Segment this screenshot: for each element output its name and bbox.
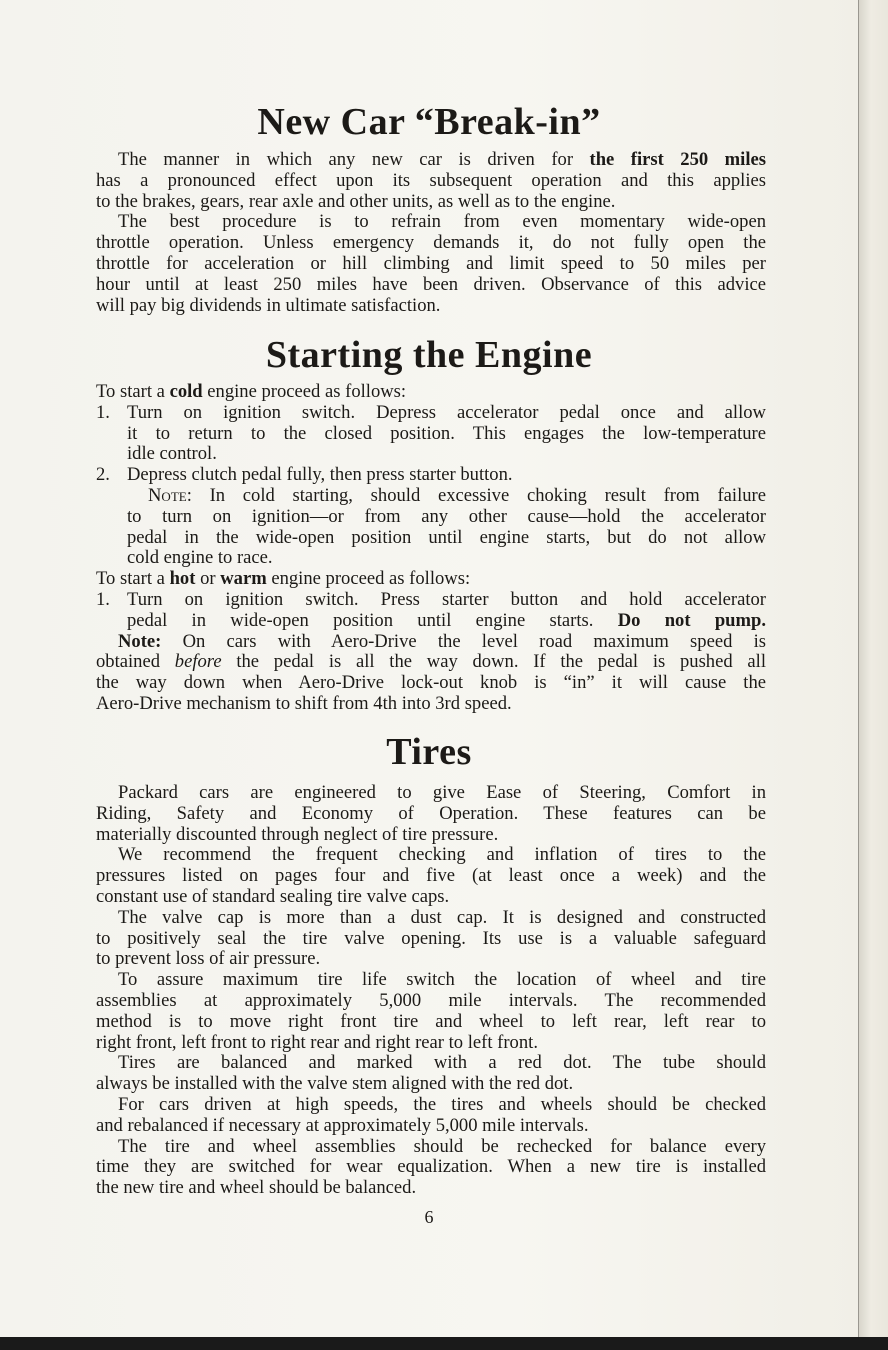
text-line: [96, 1157, 766, 1178]
text-line: [96, 1095, 766, 1116]
text-line: [96, 254, 766, 275]
text-segment: The tire and wheel assemblies should be rechecked for balance every: [118, 1135, 766, 1157]
text-segment: engine proceed as follows:: [266, 568, 471, 590]
text-line: [96, 887, 766, 908]
text-segment: We recommend the frequent checking and inflation of tires to the: [118, 844, 766, 866]
text-line: [96, 590, 766, 611]
text-line: [96, 929, 766, 950]
bold-text: Note:: [118, 630, 162, 652]
text-segment: the new tire and wheel should be balanced.: [96, 1177, 417, 1199]
text-segment: Riding, Safety and Economy of Operation. These features can be: [96, 802, 766, 824]
text-line: [96, 382, 766, 403]
text-line: [96, 825, 766, 846]
text-line: [96, 171, 766, 192]
text-line: [96, 632, 766, 653]
text-line: [96, 275, 766, 296]
text-segment: To assure maximum tire life switch the location of wheel and tire: [118, 969, 766, 991]
text-segment: has a pronounced effect upon its subsequent operation and this applies: [96, 169, 766, 191]
bold-text: warm: [220, 568, 267, 590]
text-segment: it to return to the closed position. This engages the low-temperature: [127, 422, 766, 444]
text-segment: Turn on ignition switch. Press starter button and hold accelerator: [127, 588, 766, 610]
text-line: [96, 1012, 766, 1033]
text-line: [96, 908, 766, 929]
text-segment: cold engine to race.: [127, 547, 273, 569]
text-segment: hour until at least 250 miles have been driven. Observance of this advice: [96, 273, 766, 295]
text-line: [96, 528, 766, 549]
text-segment: constant use of standard sealing tire valve caps.: [96, 885, 450, 907]
text-line: [96, 424, 766, 445]
list-number: 1.: [96, 401, 110, 423]
section-starting-engine: [96, 382, 766, 715]
text-segment: idle control.: [127, 443, 217, 465]
text-line: [96, 1116, 766, 1137]
text-segment: before: [174, 651, 222, 673]
text-line: [96, 970, 766, 991]
text-line: [96, 804, 766, 825]
text-segment: Packard cars are engineered to give Ease of Steering, Comfort in: [118, 782, 766, 803]
text-line: [96, 611, 766, 632]
bold-text: the first 250 miles: [589, 149, 766, 170]
text-line: [96, 465, 766, 486]
text-segment: Note: [148, 484, 187, 506]
text-line: [96, 652, 766, 673]
text-segment: Depress clutch pedal fully, then press starter button.: [127, 464, 513, 486]
text-segment: time they are switched for wear equalization. When a new tire is installed: [96, 1156, 766, 1178]
text-line: [96, 233, 766, 254]
text-segment: engine proceed as follows:: [202, 381, 407, 402]
text-segment: To start a: [96, 381, 170, 402]
text-segment: pedal in wide-open position until engine starts.: [127, 609, 618, 631]
list-number: 2.: [96, 464, 110, 486]
text-segment: method is to move right front tire and wheel to left rear, left rear to: [96, 1010, 766, 1032]
text-line: [96, 1033, 766, 1054]
text-line: [96, 866, 766, 887]
text-line: [96, 1053, 766, 1074]
text-line: [96, 694, 766, 715]
text-segment: assemblies at approximately 5,000 mile intervals. The recommended: [96, 989, 766, 1011]
text-segment: The manner in which any new car is driven for: [118, 149, 590, 170]
text-segment: throttle operation. Unless emergency demands it, do not fully open the: [96, 232, 766, 254]
text-line: [96, 548, 766, 569]
text-line: [96, 949, 766, 970]
text-segment: Turn on ignition switch. Depress accelerator pedal once and allow: [127, 401, 766, 423]
text-segment: to positively seal the tire valve opening. Its use is a valuable safeguard: [96, 927, 766, 949]
text-line: [96, 296, 766, 317]
text-segment: to prevent loss of air pressure.: [96, 948, 321, 970]
text-line: [96, 486, 766, 507]
text-segment: Tires are balanced and marked with a red dot. The tube should: [118, 1052, 766, 1074]
heading-tires: Tires: [386, 731, 472, 773]
text-segment: always be installed with the valve stem aligned with the red dot.: [96, 1073, 574, 1095]
text-line: [96, 1074, 766, 1095]
text-segment: and rebalanced if necessary at approximately 5,000 mile intervals.: [96, 1114, 589, 1136]
text-line: [96, 673, 766, 694]
text-line: [96, 783, 766, 804]
text-line: [96, 991, 766, 1012]
bold-text: hot: [169, 568, 196, 590]
text-segment: or: [195, 568, 221, 590]
text-segment: right front, left front to right rear and right rear to left front.: [96, 1031, 538, 1053]
text-segment: pedal in the wide-open position until engine starts, but do not allow: [127, 526, 766, 548]
list-number: 1.: [96, 588, 110, 610]
text-segment: pressures listed on pages four and five (at least once a week) and the: [96, 865, 766, 887]
text-segment: throttle for acceleration or hill climbing and limit speed to 50 miles per: [96, 252, 766, 274]
page-edge: [858, 0, 888, 1337]
heading-break-in: New Car “Break-in”: [257, 101, 601, 143]
heading-starting-engine: Starting the Engine: [265, 334, 593, 376]
text-segment: : In cold starting, should excessive choking result from failure: [186, 484, 766, 506]
bold-text: Do not pump.: [617, 609, 766, 631]
text-segment: Aero-Drive mechanism to shift from 4th into 3rd speed.: [96, 692, 512, 714]
text-line: [96, 212, 766, 233]
bold-text: cold: [169, 381, 203, 402]
text-line: [96, 507, 766, 528]
text-line: [96, 444, 766, 465]
text-segment: will pay big dividends in ultimate satisfaction.: [96, 294, 441, 316]
text-segment: The best procedure is to refrain from even momentary wide-open: [118, 211, 766, 233]
text-line: [96, 569, 766, 590]
text-segment: to turn on ignition—or from any other cause—hold the accelerator: [127, 505, 766, 527]
text-segment: To start a: [96, 568, 170, 590]
section-tires: [96, 783, 766, 1199]
text-line: [96, 150, 766, 171]
text-line: [96, 1178, 766, 1199]
text-segment: For cars driven at high speeds, the tires and wheels should be checked: [118, 1093, 766, 1115]
text-segment: The valve cap is more than a dust cap. It is designed and constructed: [118, 906, 766, 928]
text-line: [96, 192, 766, 213]
text-line: [96, 845, 766, 866]
text-segment: materially discounted through neglect of tire pressure.: [96, 823, 499, 845]
text-segment: the pedal is all the way down. If the pedal is pushed all: [221, 651, 766, 673]
page-number: 6: [424, 1207, 434, 1227]
text-line: [96, 403, 766, 424]
section-break-in: [96, 150, 766, 316]
text-segment: On cars with Aero-Drive the level road maximum speed is: [161, 630, 766, 652]
text-line: [96, 1137, 766, 1158]
text-segment: to the brakes, gears, rear axle and other units, as well as to the engine.: [96, 190, 616, 212]
text-segment: obtained: [96, 651, 175, 673]
text-segment: the way down when Aero-Drive lock-out knob is “in” it will cause the: [96, 672, 766, 694]
